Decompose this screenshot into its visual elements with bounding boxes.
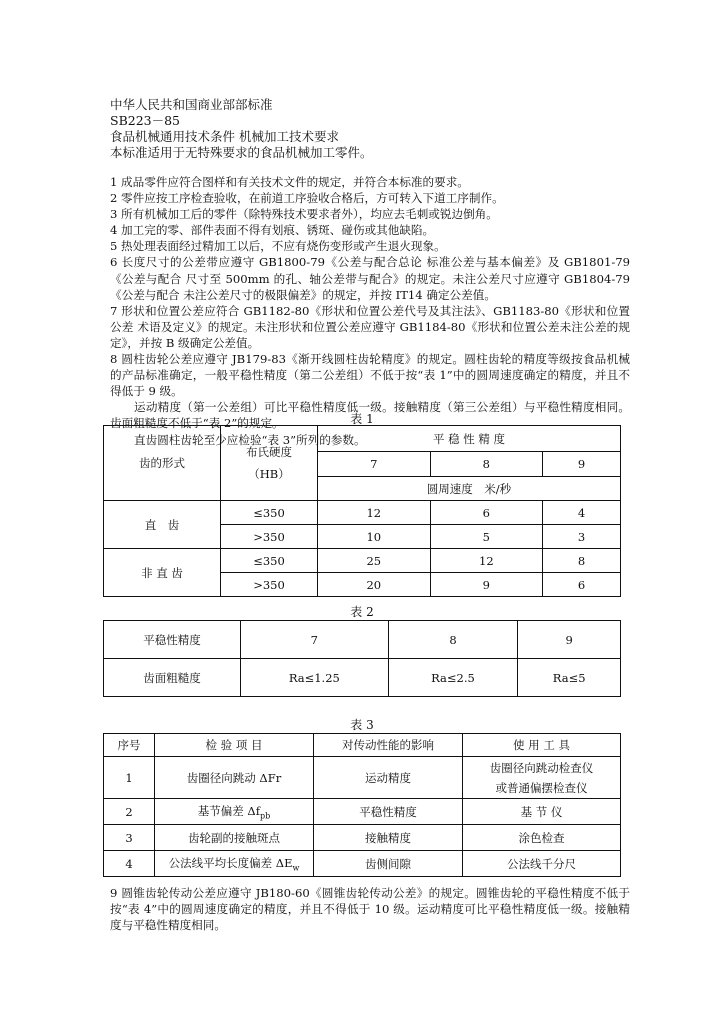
table-cell: 涂色检查 bbox=[463, 825, 621, 851]
table-3-caption: 表 3 bbox=[350, 718, 374, 732]
table-cell: 4 bbox=[543, 501, 621, 525]
tool-line: 齿圈径向跳动检查仪 bbox=[489, 760, 594, 775]
table-cell: 公法线千分尺 bbox=[463, 851, 621, 877]
table-3 bbox=[103, 733, 621, 877]
table-row bbox=[104, 659, 621, 697]
standard-number: SB223－85 bbox=[110, 113, 181, 128]
table-cell: 6 bbox=[430, 501, 543, 525]
table-row bbox=[104, 621, 621, 659]
table-cell: >350 bbox=[221, 525, 318, 549]
table-header-cell: 检 验 项 目 bbox=[155, 734, 314, 757]
table-1 bbox=[103, 425, 621, 597]
table-cell: 3 bbox=[543, 525, 621, 549]
table-1-header-hardness bbox=[221, 426, 318, 501]
table-cell: ≤350 bbox=[221, 501, 318, 525]
table-header-row bbox=[104, 734, 621, 757]
clause-6: 6 长度尺寸的公差带应遵守 GB1800-79《公差与配合总论 标准公差与基本偏差》及 GB1801-79《公差与配合 尺寸至 500mm 的孔、轴公差带与配合》的规定。未注公差尺寸应遵守 GB1804-79《公差与配合 未注公差尺寸的极限偏差》的规定，并按 IT14 确定公差值。 bbox=[110, 255, 630, 302]
table-cell: 齿轮副的接触斑点 bbox=[155, 825, 314, 851]
hardness-label: 布氏硬度 bbox=[246, 445, 292, 459]
table-cell bbox=[463, 757, 621, 799]
table-cell: 25 bbox=[318, 549, 431, 573]
table-row bbox=[104, 825, 621, 851]
table-1-grade-7: 7 bbox=[318, 452, 431, 477]
table-cell bbox=[155, 851, 314, 877]
table-cell: 5 bbox=[430, 525, 543, 549]
table-row bbox=[104, 799, 621, 825]
table-cell: 1 bbox=[104, 757, 155, 799]
table-row bbox=[104, 501, 621, 525]
table-2-caption: 表 2 bbox=[350, 605, 374, 619]
table-cell: 12 bbox=[318, 501, 431, 525]
table-cell: 非 直 齿 bbox=[104, 549, 221, 597]
table-cell: 4 bbox=[104, 851, 155, 877]
item-text: 基节偏差 Δf bbox=[197, 803, 260, 818]
table-header-cell: 使 用 工 具 bbox=[463, 734, 621, 757]
table-cell: 齿面粗糙度 bbox=[104, 659, 241, 697]
table-cell: 2 bbox=[104, 799, 155, 825]
table-cell: 平稳性精度 bbox=[314, 799, 463, 825]
table-cell: 3 bbox=[104, 825, 155, 851]
table-cell: 9 bbox=[430, 573, 543, 597]
table-cell: 12 bbox=[430, 549, 543, 573]
clause-9: 9 圆锥齿轮传动公差应遵守 JB180-60《圆锥齿轮传动公差》的规定。圆锥齿轮的平稳性精度不低于按“表 4”中的圆周速度确定的精度，并且不得低于 10 级。运动精度可比平稳性精度低一级。接触精度与平稳性精度相同。 bbox=[110, 886, 630, 933]
standard-title: 食品机械通用技术条件 机械加工技术要求 bbox=[110, 129, 339, 144]
item-subscript: pb bbox=[259, 811, 271, 821]
table-2 bbox=[103, 620, 621, 697]
table-1-speed-unit: 圆周速度 米/秒 bbox=[318, 477, 621, 501]
item-text: 公法线平均长度偏差 ΔE bbox=[168, 855, 293, 870]
table-header-cell: 序号 bbox=[104, 734, 155, 757]
clause-5: 5 热处理表面经过精加工以后，不应有烧伤变形或产生退火现象。 bbox=[110, 239, 446, 254]
clause-8-continued: 运动精度（第一公差组）可比平稳性精度低一级。接触精度（第三公差组）与平稳性精度相同。齿面粗糙度不低于“表 2”的规定。 bbox=[110, 400, 630, 431]
table-row bbox=[104, 851, 621, 877]
table-cell: 直 齿 bbox=[104, 501, 221, 549]
table-1-caption: 表 1 bbox=[350, 412, 374, 426]
table-row bbox=[104, 757, 621, 799]
table-cell: ≤350 bbox=[221, 549, 318, 573]
scope-statement: 本标准适用于无特殊要求的食品机械加工零件。 bbox=[110, 145, 373, 160]
table-cell: 运动精度 bbox=[314, 757, 463, 799]
table-row bbox=[104, 549, 621, 573]
clause-4: 4 加工完的零、部件表面不得有划痕、锈斑、碰伤或其他缺陷。 bbox=[110, 223, 435, 238]
table-1-header-group: 平 稳 性 精 度 bbox=[318, 426, 621, 452]
table-1-header-form: 齿的形式 bbox=[104, 426, 221, 501]
item-subscript: w bbox=[292, 863, 300, 873]
table-cell bbox=[155, 799, 314, 825]
clauses-section bbox=[110, 174, 630, 448]
table-cell: 6 bbox=[543, 573, 621, 597]
table-cell: 齿圈径向跳动 ΔFr bbox=[155, 757, 314, 799]
table-cell: 平稳性精度 bbox=[104, 621, 241, 659]
table-cell: 7 bbox=[241, 621, 389, 659]
clause-3: 3 所有机械加工后的零件（除特殊技术要求者外），均应去毛刺或锐边倒角。 bbox=[110, 207, 498, 222]
tool-line: 或普通偏摆检查仪 bbox=[495, 780, 588, 795]
document-header bbox=[110, 97, 630, 161]
table-cell: 8 bbox=[543, 549, 621, 573]
table-cell: Ra≤2.5 bbox=[388, 659, 518, 697]
hardness-unit: （HB） bbox=[248, 467, 290, 481]
table-1-grade-8: 8 bbox=[430, 452, 543, 477]
table-cell: Ra≤5 bbox=[518, 659, 621, 697]
issuing-authority: 中华人民共和国商业部部标准 bbox=[110, 97, 273, 112]
clause-7: 7 形状和位置公差应符合 GB1182-80《形状和位置公差代号及其注法》、GB1183-80《形状和位置公差 术语及定义》的规定。未注形状和位置公差应遵守 GB1184-80《形状和位置公差未注公差的规定》，并按 B 级确定公差值。 bbox=[110, 303, 630, 350]
table-cell: 20 bbox=[318, 573, 431, 597]
clause-1: 1 成品零件应符合图样和有关技术文件的规定，并符合本标准的要求。 bbox=[110, 175, 469, 189]
clause-8: 8 圆柱齿轮公差应遵守 JB179-83《渐开线圆柱齿轮精度》的规定。圆柱齿轮的精度等级按食品机械的产品标准确定，一般平稳性精度（第二公差组）不低于按“表 1”中的圆周速度确定的精度，并且不得低于 9 级。 bbox=[110, 352, 630, 399]
table-cell: >350 bbox=[221, 573, 318, 597]
clause-2: 2 零件应按工序检查验收，在前道工序验收合格后，方可转入下道工序制作。 bbox=[110, 191, 504, 206]
clause-8-table-ref: 直齿圆柱齿轮至少应检验“表 3”所列的参数。 bbox=[134, 432, 366, 447]
table-cell: 10 bbox=[318, 525, 431, 549]
table-cell: 基 节 仪 bbox=[463, 799, 621, 825]
table-cell: 9 bbox=[518, 621, 621, 659]
table-1-grade-9: 9 bbox=[543, 452, 621, 477]
table-cell: 8 bbox=[388, 621, 518, 659]
table-cell: 齿侧间隙 bbox=[314, 851, 463, 877]
table-cell: Ra≤1.25 bbox=[241, 659, 389, 697]
table-cell: 接触精度 bbox=[314, 825, 463, 851]
table-header-cell: 对传动性能的影响 bbox=[314, 734, 463, 757]
footer-section bbox=[110, 885, 630, 933]
